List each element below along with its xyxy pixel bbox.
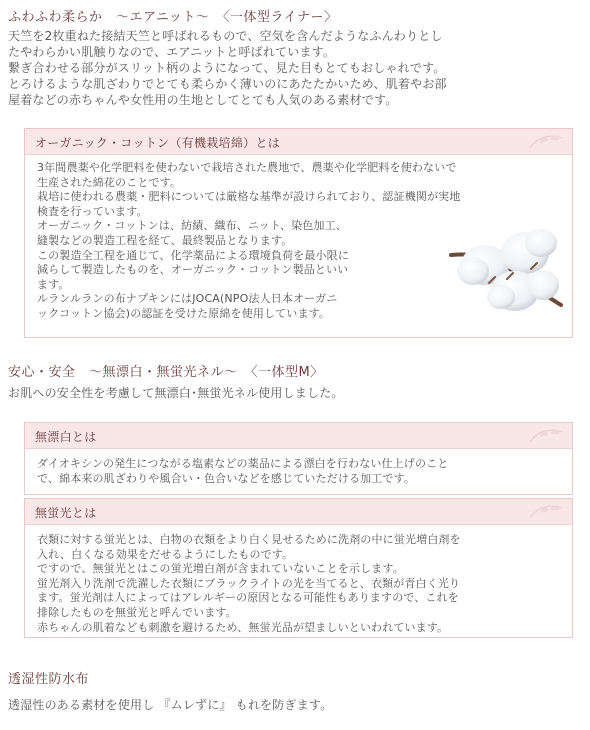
cotton-boll-image	[443, 213, 568, 323]
text-line: で、綿本来の肌ざわりや風合い・色合いなどを感じていただける加工です。	[37, 471, 415, 485]
section-text-waterproof	[8, 697, 583, 713]
box-title: オーガニック・コットン（有機栽培綿）とは	[35, 136, 281, 150]
text-line: お肌への安全性を考慮して無漂白･無蛍光ネル使用しました。	[8, 386, 344, 400]
section-heading-waterproof: 透湿性防水布	[8, 672, 90, 687]
text-line: 衣類に対する蛍光とは、白物の衣類をより白く見せるために洗剤の中に蛍光増白剤を	[37, 533, 461, 546]
text-line: ダイオキシンの発生につながる塩素などの薬品による漂白を行わない仕上げのこと	[37, 457, 449, 470]
section-heading-safety: 安心・安全 ～無漂白・無蛍光ネル～ 〈一体型M〉	[8, 365, 324, 380]
box-title: 無漂白とは	[35, 430, 97, 444]
organic-cotton-box	[24, 128, 573, 338]
text-line: 縫製などの製造工程を経て、最終製品となります。	[37, 233, 293, 247]
no-fluorescent-box	[24, 498, 573, 638]
section-text-air-knit	[8, 28, 583, 108]
box-title: 無蛍光とは	[35, 506, 97, 520]
text-line: ックコットン協会)の認証を受けた原綿を使用しています。	[37, 306, 331, 320]
text-line: 天竺を2枚重ねた接結天竺と呼ばれるもので、空気を含んだようなふんわりとし	[8, 29, 443, 43]
text-line: ですので、無蛍光とはこの蛍光増白剤が含まれていないことを示します。	[37, 562, 404, 576]
box-body	[25, 449, 572, 486]
section-text-safety	[8, 385, 583, 401]
box-body	[25, 525, 572, 635]
text-line: この製造全工程を通じて、化学薬品による環境負荷を最小限に	[37, 248, 349, 262]
text-line: 屋着などの赤ちゃんや女性用の生地としてとても人気のある素材です。	[8, 93, 398, 107]
text-line: とろけるような肌ざわりでとても柔らかく薄いのにあたたかいため、肌着やお部	[8, 77, 447, 91]
text-line: 生産された綿花のことです。	[37, 175, 182, 189]
text-line: 3年間農薬や化学肥料を使わないで栽培された農地で、農薬や化学肥料を使わないで	[37, 161, 457, 174]
text-line: ルランルランの布ナプキンにはJOCA(NPO法人日本オーガニ	[37, 292, 338, 306]
text-line: 減らして製造したものを、オーガニック・コットン製品といい	[37, 263, 349, 277]
text-line: 栽培に使われる農薬・肥料については厳格な基準が設けられており、認証機関が実地	[37, 190, 461, 204]
text-line: 透湿性のある素材を使用し 『ムレずに』 もれを防ぎます。	[8, 698, 333, 712]
section-heading-air-knit: ふわふわ柔らか ～エアニット～ 〈一体型ライナー〉	[8, 10, 338, 25]
text-line: 蛍光剤入り洗剤で洗濯した衣類にブラックライトの光を当てると、衣類が青白く光り	[37, 576, 461, 590]
text-line: ます。	[37, 277, 70, 291]
text-line: ます。蛍光剤は人によってはアレルギーの原因となる可能性もありますので、これを	[37, 591, 459, 605]
text-line: たやわらかい肌触りなので、エアニットと呼ばれています。	[8, 45, 336, 59]
box-header	[25, 423, 572, 449]
text-line: 繋ぎ合わせる部分がスリット柄のようになって、見た目もとてもおしゃれです。	[8, 61, 446, 75]
leaf-ornament-icon	[526, 426, 566, 446]
leaf-ornament-icon	[526, 132, 566, 152]
text-line: 赤ちゃんの肌着なども刺激を避けるため、無蛍光品が望ましいといわれています。	[37, 620, 449, 634]
box-header	[25, 129, 572, 155]
text-line: 排除したものを無蛍光と呼んでいます。	[37, 605, 237, 619]
text-line: 入れ、白くなる効果をだせるようにしたものです。	[37, 547, 294, 561]
text-line: オーガニック・コットンは、紡績、織布、ニット、染色加工、	[37, 219, 347, 233]
leaf-ornament-icon	[526, 502, 566, 522]
box-header	[25, 499, 572, 525]
no-bleach-box	[24, 422, 573, 495]
text-line: 検査を行っています。	[37, 204, 148, 218]
